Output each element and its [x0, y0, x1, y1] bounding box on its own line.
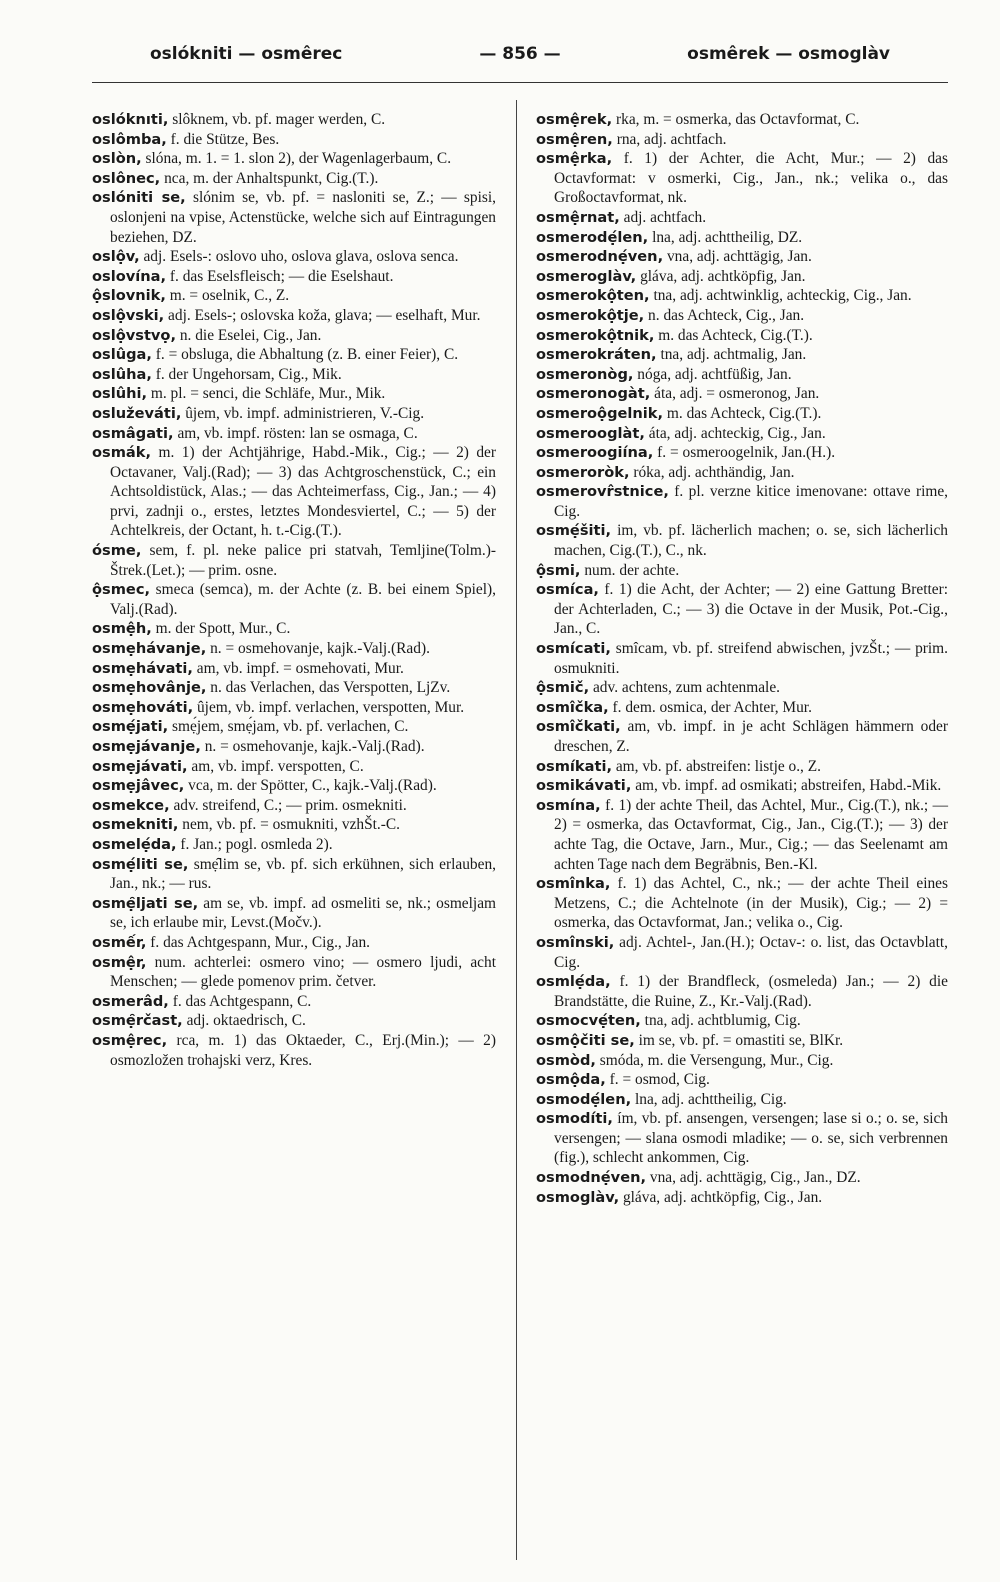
- dictionary-entry: [536, 365, 948, 385]
- dictionary-entry: [92, 443, 496, 541]
- entry-definition: ím, vb. pf. ansengen, versengen; lase si o.; o. se, sich versengen; — slana osmodi mladike; — o. se, sich verbrennen (fig.), schlecht ankommen, Cig.: [554, 1110, 948, 1167]
- entry-headword: osmẹjávanje,: [92, 738, 201, 755]
- dictionary-entry: [92, 110, 496, 130]
- entry-definition: f. pl. verzne kitice imenovane: ottave rime, Cig.: [554, 483, 948, 520]
- entry-headword: osmeroogiína,: [536, 444, 654, 462]
- entry-definition: adv. achtens, zum achtenmale.: [589, 679, 780, 697]
- entry-headword: osmòd,: [536, 1051, 596, 1069]
- entry-headword: osmerâd,: [92, 992, 169, 1010]
- entry-definition: tna, adj. achtmalig, Jan.: [656, 346, 807, 364]
- dictionary-entry: [536, 757, 948, 777]
- dictionary-entry: [536, 326, 948, 346]
- dictionary-entry: [92, 149, 496, 169]
- dictionary-entry: [536, 110, 948, 130]
- entry-headword: oslộvski,: [92, 306, 165, 324]
- entry-definition: ûjem, vb. impf. administrieren, V.-Cig.: [181, 404, 425, 422]
- entry-headword: osmlẹ́da,: [536, 973, 611, 991]
- entry-headword: osluževáti,: [92, 404, 182, 422]
- entry-definition: rka, m. = osmerka, das Octavformat, C.: [612, 111, 860, 128]
- dictionary-entry: [536, 580, 948, 639]
- entry-definition: slóna, m. 1. = 1. slon 2), der Wagenlagerbaum, C.: [141, 150, 452, 168]
- entry-definition: m. der Spott, Mur., C.: [151, 620, 291, 638]
- entry-definition: am, vb. impf. rösten: lan se osmaga, C.: [173, 424, 418, 442]
- entry-definition: vca, m. der Spötter, C., kajk.-Valj.(Rad).: [184, 777, 437, 795]
- entry-definition: f. 1) die Acht, der Achter; — 2) eine Gattung Bretter: der Achterladen, C.; — 3) die Octave in der Musik, Pot.-Cig., Jan., C.: [554, 581, 948, 638]
- column-divider: [516, 100, 517, 1560]
- entry-definition: n. = osmehovanje, kajk.-Valj.(Rad).: [206, 640, 430, 658]
- entry-definition: gláva, adj. achtköpfig, Cig., Jan.: [619, 1188, 823, 1206]
- dictionary-entry: [536, 286, 948, 306]
- dictionary-entry: [92, 639, 496, 659]
- entry-headword: oslòn,: [92, 150, 142, 168]
- dictionary-entry: [92, 855, 496, 894]
- dictionary-entry: [536, 678, 948, 698]
- dictionary-entry: [92, 717, 496, 737]
- entry-definition: im, vb. pf. lächerlich machen; o. se, sich lächerlich machen, Cig.(T.), C., nk.: [554, 522, 948, 560]
- dictionary-entry: [92, 757, 496, 777]
- entry-headword: osmocvẹ́ten,: [536, 1012, 641, 1030]
- dictionary-entry: [536, 776, 948, 796]
- entry-definition: am se, vb. impf. ad osmeliti se, nk.; osmeljam se, ich erlaube mir, Levst.(Močv.).: [110, 894, 496, 932]
- dictionary-entry: [536, 306, 948, 326]
- entry-definition: m. das Achteck, Cig.(T.).: [654, 326, 813, 344]
- entry-headword: osmodẹ́len,: [536, 1090, 632, 1108]
- dictionary-entry: [92, 580, 496, 619]
- entry-headword: osmodíti,: [536, 1110, 613, 1128]
- entry-definition: slôknem, vb. pf. mager werden, C.: [168, 111, 386, 128]
- entry-definition: adj. oktaedrisch, C.: [182, 1012, 306, 1030]
- entry-definition: im se, vb. pf. = omastiti se, BlKr.: [634, 1031, 844, 1049]
- entry-definition: f. Jan.; pogl. osmleda 2).: [176, 835, 333, 853]
- dictionary-entry: [536, 443, 948, 463]
- entry-definition: num. der achte.: [580, 561, 680, 579]
- entry-headword: osmệrnat,: [536, 208, 620, 226]
- entry-headword: oslônec,: [92, 169, 161, 187]
- header-rule: [92, 82, 948, 83]
- entry-definition: n. die Eselei, Cig., Jan.: [176, 326, 322, 344]
- entry-headword: osmerokộtnik,: [536, 326, 655, 344]
- entry-headword: osmelẹ́da,: [92, 835, 177, 853]
- entry-definition: am, vb. impf. in je acht Schlägen hämmern oder dreschen, Z.: [554, 718, 948, 755]
- dictionary-entry: [92, 365, 496, 385]
- entry-definition: f. das Achtgespann, Mur., Cig., Jan.: [146, 933, 370, 951]
- entry-definition: f. der Ungehorsam, Cig., Mik.: [151, 365, 342, 383]
- entry-definition: am, vb. impf. verspotten, C.: [187, 757, 364, 775]
- header-left-catchword: oslókniti — osmêrec: [150, 44, 343, 64]
- dictionary-entry: [92, 659, 496, 679]
- entry-headword: osmoglàv,: [536, 1188, 620, 1206]
- dictionary-entry: [536, 424, 948, 444]
- entry-definition: f. das Achtgespann, C.: [168, 992, 312, 1010]
- dictionary-entry: [92, 404, 496, 424]
- entry-headword: osmekce,: [92, 796, 170, 814]
- entry-definition: vna, adj. achttägig, Cig., Jan., DZ.: [646, 1169, 861, 1187]
- entry-definition: smeca (semca), m. der Achte (z. B. bei einem Spiel), Valj.(Rad).: [110, 581, 496, 618]
- dictionary-entry: [536, 639, 948, 678]
- entry-definition: f. dem. osmica, der Achter, Mur.: [608, 698, 812, 716]
- entry-definition: smîcam, vb. pf. streifend abwischen, jvzŠt.; — prim. osmukniti.: [554, 640, 948, 677]
- header-right-catchword: osmêrek — osmoglàv: [687, 44, 890, 64]
- entry-definition: m. = oselnik, C., Z.: [165, 287, 290, 305]
- dictionary-entry: [92, 894, 496, 933]
- entry-definition: adj. Esels-: oslovo uho, oslova glava, oslova senca.: [139, 248, 459, 266]
- entry-headword: osmẹhávati,: [92, 659, 193, 677]
- entry-headword: osmerokráten,: [536, 346, 657, 364]
- entry-definition: am, vb. impf. ad osmikati; abstreifen, Habd.-Mik.: [631, 777, 942, 795]
- entry-definition: smóda, m. die Versengung, Mur., Cig.: [595, 1051, 834, 1069]
- entry-definition: am, vb. impf. = osmehovati, Mur.: [192, 659, 404, 677]
- entry-definition: róka, adj. achthändig, Jan.: [629, 463, 795, 481]
- entry-headword: osmícati,: [536, 640, 611, 658]
- entry-headword: ộsmič,: [536, 679, 590, 697]
- entry-headword: osmệren,: [536, 130, 613, 148]
- entry-headword: osmẹ́liti se,: [92, 855, 189, 873]
- dictionary-entry: [92, 992, 496, 1012]
- entry-headword: osmệrka,: [536, 150, 613, 168]
- dictionary-entry: [92, 424, 496, 444]
- entry-definition: tna, adj. achtwinklig, achteckig, Cig., Jan.: [649, 287, 912, 305]
- dictionary-entry: [536, 482, 948, 521]
- entry-headword: osmák,: [92, 444, 152, 462]
- entry-headword: oslóknıti,: [92, 111, 169, 128]
- entry-headword: ộslovnik,: [92, 287, 166, 305]
- entry-definition: am, vb. pf. abstreifen: listje o., Z.: [612, 757, 822, 775]
- entry-headword: osmếr,: [92, 933, 147, 951]
- entry-definition: f. = obsluga, die Abhaltung (z. B. einer Feier), C.: [151, 346, 459, 364]
- entry-definition: adj. Esels-; oslovska koža, glava; — eselhaft, Mur.: [164, 306, 481, 324]
- dictionary-entry: [536, 345, 948, 365]
- entry-headword: osmeronòg,: [536, 365, 634, 383]
- entry-definition: adv. streifend, C.; — prim. osmekniti.: [169, 796, 407, 814]
- dictionary-entry: [92, 247, 496, 267]
- entry-definition: smẹ́jem, smẹ́jam, vb. pf. verlachen, C.: [168, 718, 409, 736]
- entry-definition: lna, adj. achttheilig, Cig.: [631, 1090, 787, 1108]
- entry-definition: lna, adj. achttheilig, DZ.: [648, 228, 803, 246]
- dictionary-entry: [92, 737, 496, 757]
- dictionary-entry: [536, 130, 948, 150]
- entry-headword: osmodnẹ́ven,: [536, 1169, 647, 1187]
- dictionary-entry: [536, 717, 948, 756]
- dictionary-entry: [536, 1090, 948, 1110]
- entry-definition: n. = osmehovanje, kajk.-Valj.(Rad).: [200, 738, 425, 755]
- dictionary-entry: [92, 1031, 496, 1070]
- dictionary-entry: [92, 698, 496, 718]
- entry-definition: m. 1) der Achtjährige, Habd.-Mik., Cig.; — 2) der Octavaner, Valj.(Rad); — 3) das Achtgroschenstück, C.; ein Achtsoldistück, Alas.; — das Achteimerfass, Cig., Jan.; — 4) prvi, zadnji o., erstes, letztes Mondesviertel, C.; — 5) der Achtelkreis, der Octant, h. t.-Cig.(T.).: [110, 444, 496, 540]
- entry-headword: osmîčkati,: [536, 718, 621, 736]
- entry-headword: osmerodnẹ́ven,: [536, 248, 664, 266]
- entry-headword: ósme,: [92, 542, 142, 560]
- dictionary-entry: [536, 933, 948, 972]
- entry-definition: áta, adj. = osmeronog, Jan.: [650, 385, 820, 403]
- entry-definition: f. die Stütze, Bes.: [166, 130, 280, 148]
- dictionary-entry: [92, 326, 496, 346]
- dictionary-entry: [92, 188, 496, 247]
- entry-headword: osmệr,: [92, 953, 147, 971]
- entry-headword: osmerokộtje,: [536, 306, 645, 324]
- dictionary-entry: [536, 972, 948, 1011]
- dictionary-entry: [536, 1188, 948, 1208]
- entry-headword: osmîčka,: [536, 698, 609, 716]
- entry-headword: osmẹ̑ljati se,: [92, 894, 199, 912]
- dictionary-entry: [536, 1070, 948, 1090]
- entry-headword: osmệrek,: [536, 111, 613, 128]
- dictionary-entry: [536, 521, 948, 560]
- entry-headword: oslômba,: [92, 130, 167, 148]
- entry-definition: tna, adj. achtblumig, Cig.: [640, 1012, 801, 1030]
- entry-headword: osmerokộten,: [536, 287, 650, 305]
- entry-definition: f. = osmod, Cig.: [605, 1071, 710, 1089]
- entry-headword: osmíca,: [536, 581, 599, 599]
- dictionary-entry: [536, 267, 948, 287]
- entry-definition: num. achterlei: osmero vino; — osmero ljudi, acht Menschen; — glede pomenov prim. četver.: [110, 953, 496, 991]
- entry-headword: osmẹjâvec,: [92, 777, 185, 795]
- entry-definition: nca, m. der Anhaltspunkt, Cig.(T.).: [160, 169, 379, 187]
- dictionary-entry: [92, 815, 496, 835]
- dictionary-entry: [536, 874, 948, 933]
- entry-definition: nóga, adj. achtfüßig, Jan.: [633, 365, 792, 383]
- dictionary-entry: [536, 1051, 948, 1071]
- entry-definition: nem, vb. pf. = osmukniti, vzhŠt.-C.: [178, 816, 401, 834]
- entry-definition: adj. achtfach.: [619, 208, 707, 226]
- dictionary-entry: [92, 286, 496, 306]
- dictionary-entry: [536, 149, 948, 208]
- entry-headword: osmâgati,: [92, 424, 174, 442]
- entry-headword: osmẹhávanje,: [92, 640, 207, 658]
- dictionary-entry: [536, 247, 948, 267]
- entry-definition: ûjem, vb. impf. verlachen, verspotten, Mur.: [193, 698, 465, 716]
- dictionary-entry: [536, 561, 948, 581]
- page-number: — 856 —: [479, 44, 561, 64]
- dictionary-entry: [536, 384, 948, 404]
- entry-definition: rca, m. 1) das Oktaeder, C., Erj.(Min.); — 2) osmozložen trohajski verz, Kres.: [110, 1031, 496, 1069]
- entry-headword: oslovína,: [92, 267, 167, 285]
- dictionary-entry: [536, 208, 948, 228]
- entry-headword: osmerovr̂stnice,: [536, 483, 669, 501]
- entry-headword: oslộv,: [92, 248, 140, 266]
- entry-headword: osmệh,: [92, 620, 152, 638]
- dictionary-entry: [92, 953, 496, 992]
- entry-headword: osmẹ̑rčast,: [92, 1012, 183, 1030]
- entry-definition: slónim se, vb. pf. = nasloniti se, Z.; — spisi, oslonjeni na vpise, Actenstücke, welche sich auf Eintragungen beziehen, DZ.: [110, 189, 496, 246]
- entry-headword: osmẹjávati,: [92, 757, 188, 775]
- entry-headword: osmẹ́jati,: [92, 718, 169, 736]
- entry-headword: osmerodẹ́len,: [536, 228, 649, 246]
- entry-headword: osmộčiti se,: [536, 1031, 635, 1049]
- entry-headword: osmộda,: [536, 1071, 606, 1089]
- entry-definition: smẹ̑lim se, vb. pf. sich erkühnen, sich erlauben, Jan., nk.; — rus.: [110, 855, 496, 893]
- entry-headword: osmînka,: [536, 875, 611, 893]
- dictionary-entry: [92, 169, 496, 189]
- entry-headword: osmikávati,: [536, 777, 632, 795]
- dictionary-entry: [536, 463, 948, 483]
- dictionary-entry: [92, 541, 496, 580]
- entry-definition: f. 1) das Achtel, C., nk.; — der achte Theil eines Metzens, C.; die Achtelnote (in der Musik), Cig.; — 2) = osmerka, das Octavformat, Jan.; velika o., Cig.: [554, 875, 948, 932]
- entry-headword: osmíkati,: [536, 757, 612, 775]
- entry-definition: f. das Eselsfleisch; — die Eselshaut.: [166, 267, 394, 285]
- dictionary-entry: [536, 796, 948, 874]
- dictionary-entry: [92, 796, 496, 816]
- entry-headword: osmeroộgelnik,: [536, 404, 664, 422]
- entry-headword: oslûga,: [92, 346, 152, 364]
- dictionary-entry: [536, 1168, 948, 1188]
- entry-headword: oslóniti se,: [92, 189, 186, 207]
- entry-headword: osmệrec,: [92, 1031, 168, 1049]
- page-header: [90, 44, 950, 74]
- entry-headword: osmînski,: [536, 933, 615, 951]
- dictionary-entry: [92, 678, 496, 698]
- entry-definition: m. das Achteck, Cig.(T.).: [663, 404, 822, 422]
- entry-definition: áta, adj. achteckig, Cig., Jan.: [644, 424, 826, 442]
- entry-headword: osmekniti,: [92, 816, 179, 834]
- dictionary-entry: [92, 345, 496, 365]
- entry-definition: f. = osmeroogelnik, Jan.(H.).: [653, 444, 836, 462]
- dictionary-entry: [536, 404, 948, 424]
- entry-headword: osmerooglàt,: [536, 424, 645, 442]
- entry-headword: osmeroròk,: [536, 463, 630, 481]
- entry-definition: n. das Achteck, Cig., Jan.: [644, 306, 805, 324]
- entry-definition: f. 1) der achte Theil, das Achtel, Mur., Cig.(T.), nk.; — 2) = osmerka, das Octavformat, Cig., Jan., Cig.(T.); — 3) der achte Tag, die Octave, Jarn., Mur., Cig.; — das Seelenamt am achten Tage nach dem Begräbnis, Ben.-Kl.: [554, 796, 948, 873]
- entry-headword: oslûha,: [92, 365, 152, 383]
- entry-definition: f. 1) der Achter, die Acht, Mur.; — 2) das Octavformat: v osmerki, Cig., Jan., nk.; velika o., das Großoctavformat, nk.: [554, 150, 948, 207]
- entry-definition: f. 1) der Brandfleck, (osmeleda) Jan.; — 2) die Brandstätte, die Ruine, Z., Kr.-Valj.(Rad).: [554, 973, 948, 1010]
- dictionary-entry: [92, 130, 496, 150]
- dictionary-entry: [92, 267, 496, 287]
- entry-headword: osmeronogàt,: [536, 385, 651, 403]
- entry-definition: n. das Verlachen, das Verspotten, LjZv.: [206, 679, 451, 697]
- entry-headword: osmẹhováti,: [92, 698, 194, 716]
- dictionary-entry: [536, 1011, 948, 1031]
- dictionary-entry: [536, 698, 948, 718]
- entry-definition: sem, f. pl. neke palice pri statvah, Temljine(Tolm.)-Štrek.(Let.); — prim. osne.: [110, 542, 496, 579]
- entry-definition: vna, adj. achttägig, Jan.: [663, 248, 812, 266]
- dictionary-entry: [92, 1011, 496, 1031]
- entry-headword: oslûhi,: [92, 385, 148, 403]
- right-column: [536, 110, 948, 1207]
- entry-headword: osmeroglàv,: [536, 267, 637, 285]
- dictionary-entry: [536, 1031, 948, 1051]
- dictionary-entry: [536, 228, 948, 248]
- entry-definition: gláva, adj. achtköpfig, Jan.: [636, 267, 806, 285]
- entry-definition: adj. Achtel-, Jan.(H.); Octav-: o. list, das Octavblatt, Cig.: [554, 933, 948, 971]
- dictionary-entry: [92, 776, 496, 796]
- entry-headword: osmína,: [536, 796, 601, 814]
- entry-headword: oslộvstvọ,: [92, 326, 176, 344]
- entry-headword: osmẹhovânje,: [92, 679, 207, 697]
- entry-headword: ộsmec,: [92, 581, 151, 599]
- dictionary-entry: [92, 835, 496, 855]
- dictionary-entry: [92, 933, 496, 953]
- entry-headword: osmẹ́šiti,: [536, 522, 612, 540]
- dictionary-entry: [536, 1109, 948, 1168]
- dictionary-entry: [92, 384, 496, 404]
- entry-definition: m. pl. = senci, die Schläfe, Mur., Mik.: [147, 385, 386, 403]
- dictionary-entry: [92, 619, 496, 639]
- entry-definition: rna, adj. achtfach.: [612, 130, 727, 148]
- dictionary-entry: [92, 306, 496, 326]
- entry-headword: ộsmi,: [536, 561, 581, 579]
- left-column: [92, 110, 496, 1070]
